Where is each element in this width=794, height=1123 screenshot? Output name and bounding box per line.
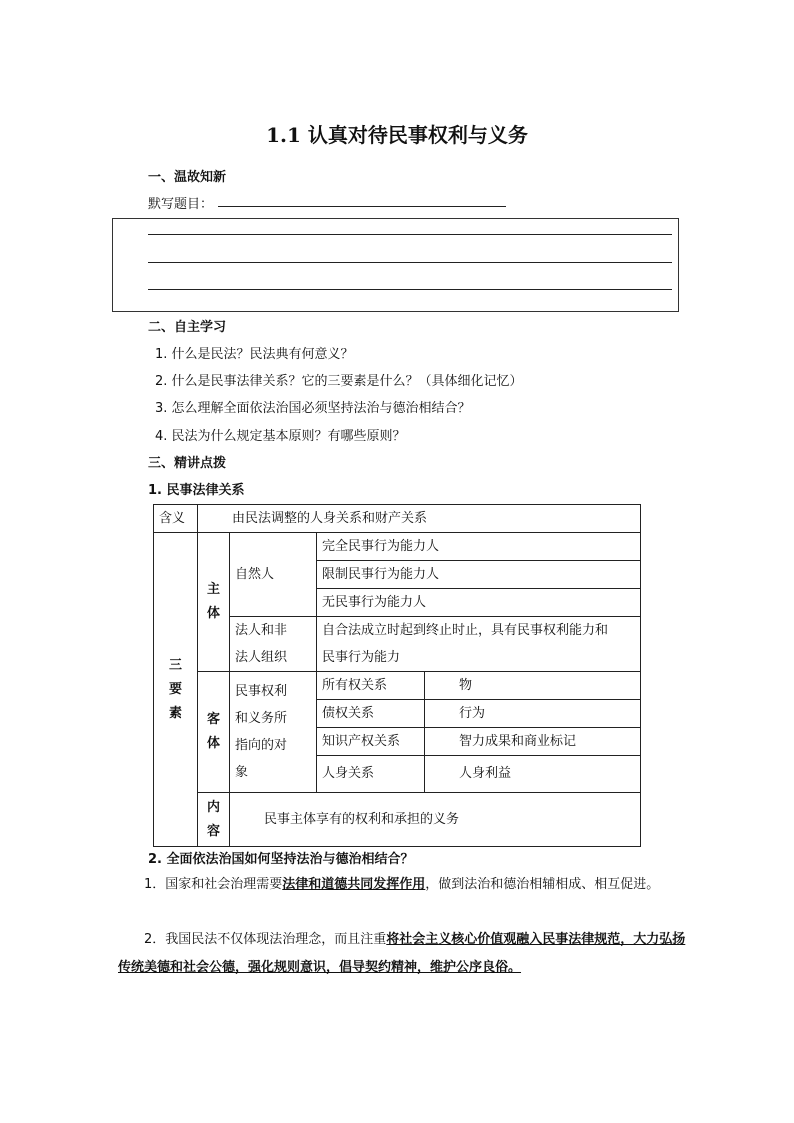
civil-legal-relation-table xyxy=(153,504,641,847)
question-item: 2. 什么是民事法律关系？它的三要素是什么？（具体细化记忆） xyxy=(155,374,523,389)
meaning-text: 由民法调整的人身关系和财产关系 xyxy=(198,505,641,533)
paragraph-text: 1．国家和社会治理需要 xyxy=(144,877,283,892)
writing-line[interactable] xyxy=(148,262,672,263)
capacity-row: 无民事行为能力人 xyxy=(317,589,641,617)
legal-person-desc: 自合法成立时起到终止时止，具有民事权利能力和 民事行为能力 xyxy=(317,617,641,672)
relation-object: 行为 xyxy=(425,700,641,728)
page-title: 1.1 认真对待民事权利与义务 xyxy=(266,123,528,147)
subheading-rule-of-law: 2. 全面依法治国如何坚持法治与德治相结合？ xyxy=(148,852,414,867)
section1-heading: 一、温故知新 xyxy=(148,170,227,185)
dictation-label: 默写题目： xyxy=(148,197,214,212)
object-label: 客 体 xyxy=(198,672,230,793)
dictation-blank[interactable] xyxy=(218,206,506,207)
relation-object: 人身利益 xyxy=(425,756,641,793)
content-label: 内 容 xyxy=(198,793,230,847)
key-point: 法律和道德共同发挥作用 xyxy=(282,877,426,892)
paragraph-1 xyxy=(118,871,688,899)
relation-object: 智力成果和商业标记 xyxy=(425,728,641,756)
paragraph-text: ，做到法治和德治相辅相成、相互促进。 xyxy=(425,877,660,892)
section2-heading: 二、自主学习 xyxy=(148,320,227,335)
question-item: 1. 什么是民法？民法典有何意义？ xyxy=(155,347,354,362)
paragraph-2 xyxy=(118,926,688,982)
subheading-civil-relation: 1. 民事法律关系 xyxy=(148,483,245,498)
relation-type: 所有权关系 xyxy=(317,672,425,700)
question-item: 4. 民法为什么规定基本原则？有哪些原则？ xyxy=(155,429,406,444)
subject-label: 主 体 xyxy=(198,533,230,672)
three-elements-label: 三 要 素 xyxy=(154,533,198,847)
legal-person-label: 法人和非 法人组织 xyxy=(230,617,317,672)
writing-box[interactable] xyxy=(112,218,679,312)
writing-line[interactable] xyxy=(148,289,672,290)
key-point: 将社会主义核心价值观融入民事法律规范，大力弘扬传统美德和社会公德，强化规则意识，倡导契约精神，维护公序良俗。 xyxy=(118,932,686,975)
writing-line[interactable] xyxy=(148,234,672,235)
relation-type: 人身关系 xyxy=(317,756,425,793)
content-text: 民事主体享有的权利和承担的义务 xyxy=(230,793,641,847)
meaning-label: 含义 xyxy=(154,505,198,533)
relation-type: 知识产权关系 xyxy=(317,728,425,756)
paragraph-text: 2．我国民法不仅体现法治理念，而且注重 xyxy=(144,932,387,947)
relation-type: 债权关系 xyxy=(317,700,425,728)
question-item: 3. 怎么理解全面依法治国必须坚持法治与德治相结合？ xyxy=(155,401,471,416)
capacity-row: 限制民事行为能力人 xyxy=(317,561,641,589)
section3-heading: 三、精讲点拨 xyxy=(148,456,227,471)
relation-object: 物 xyxy=(425,672,641,700)
capacity-row: 完全民事行为能力人 xyxy=(317,533,641,561)
natural-person-label: 自然人 xyxy=(230,533,317,617)
object-desc: 民事权利 和义务所 指向的对 象 xyxy=(230,672,317,793)
